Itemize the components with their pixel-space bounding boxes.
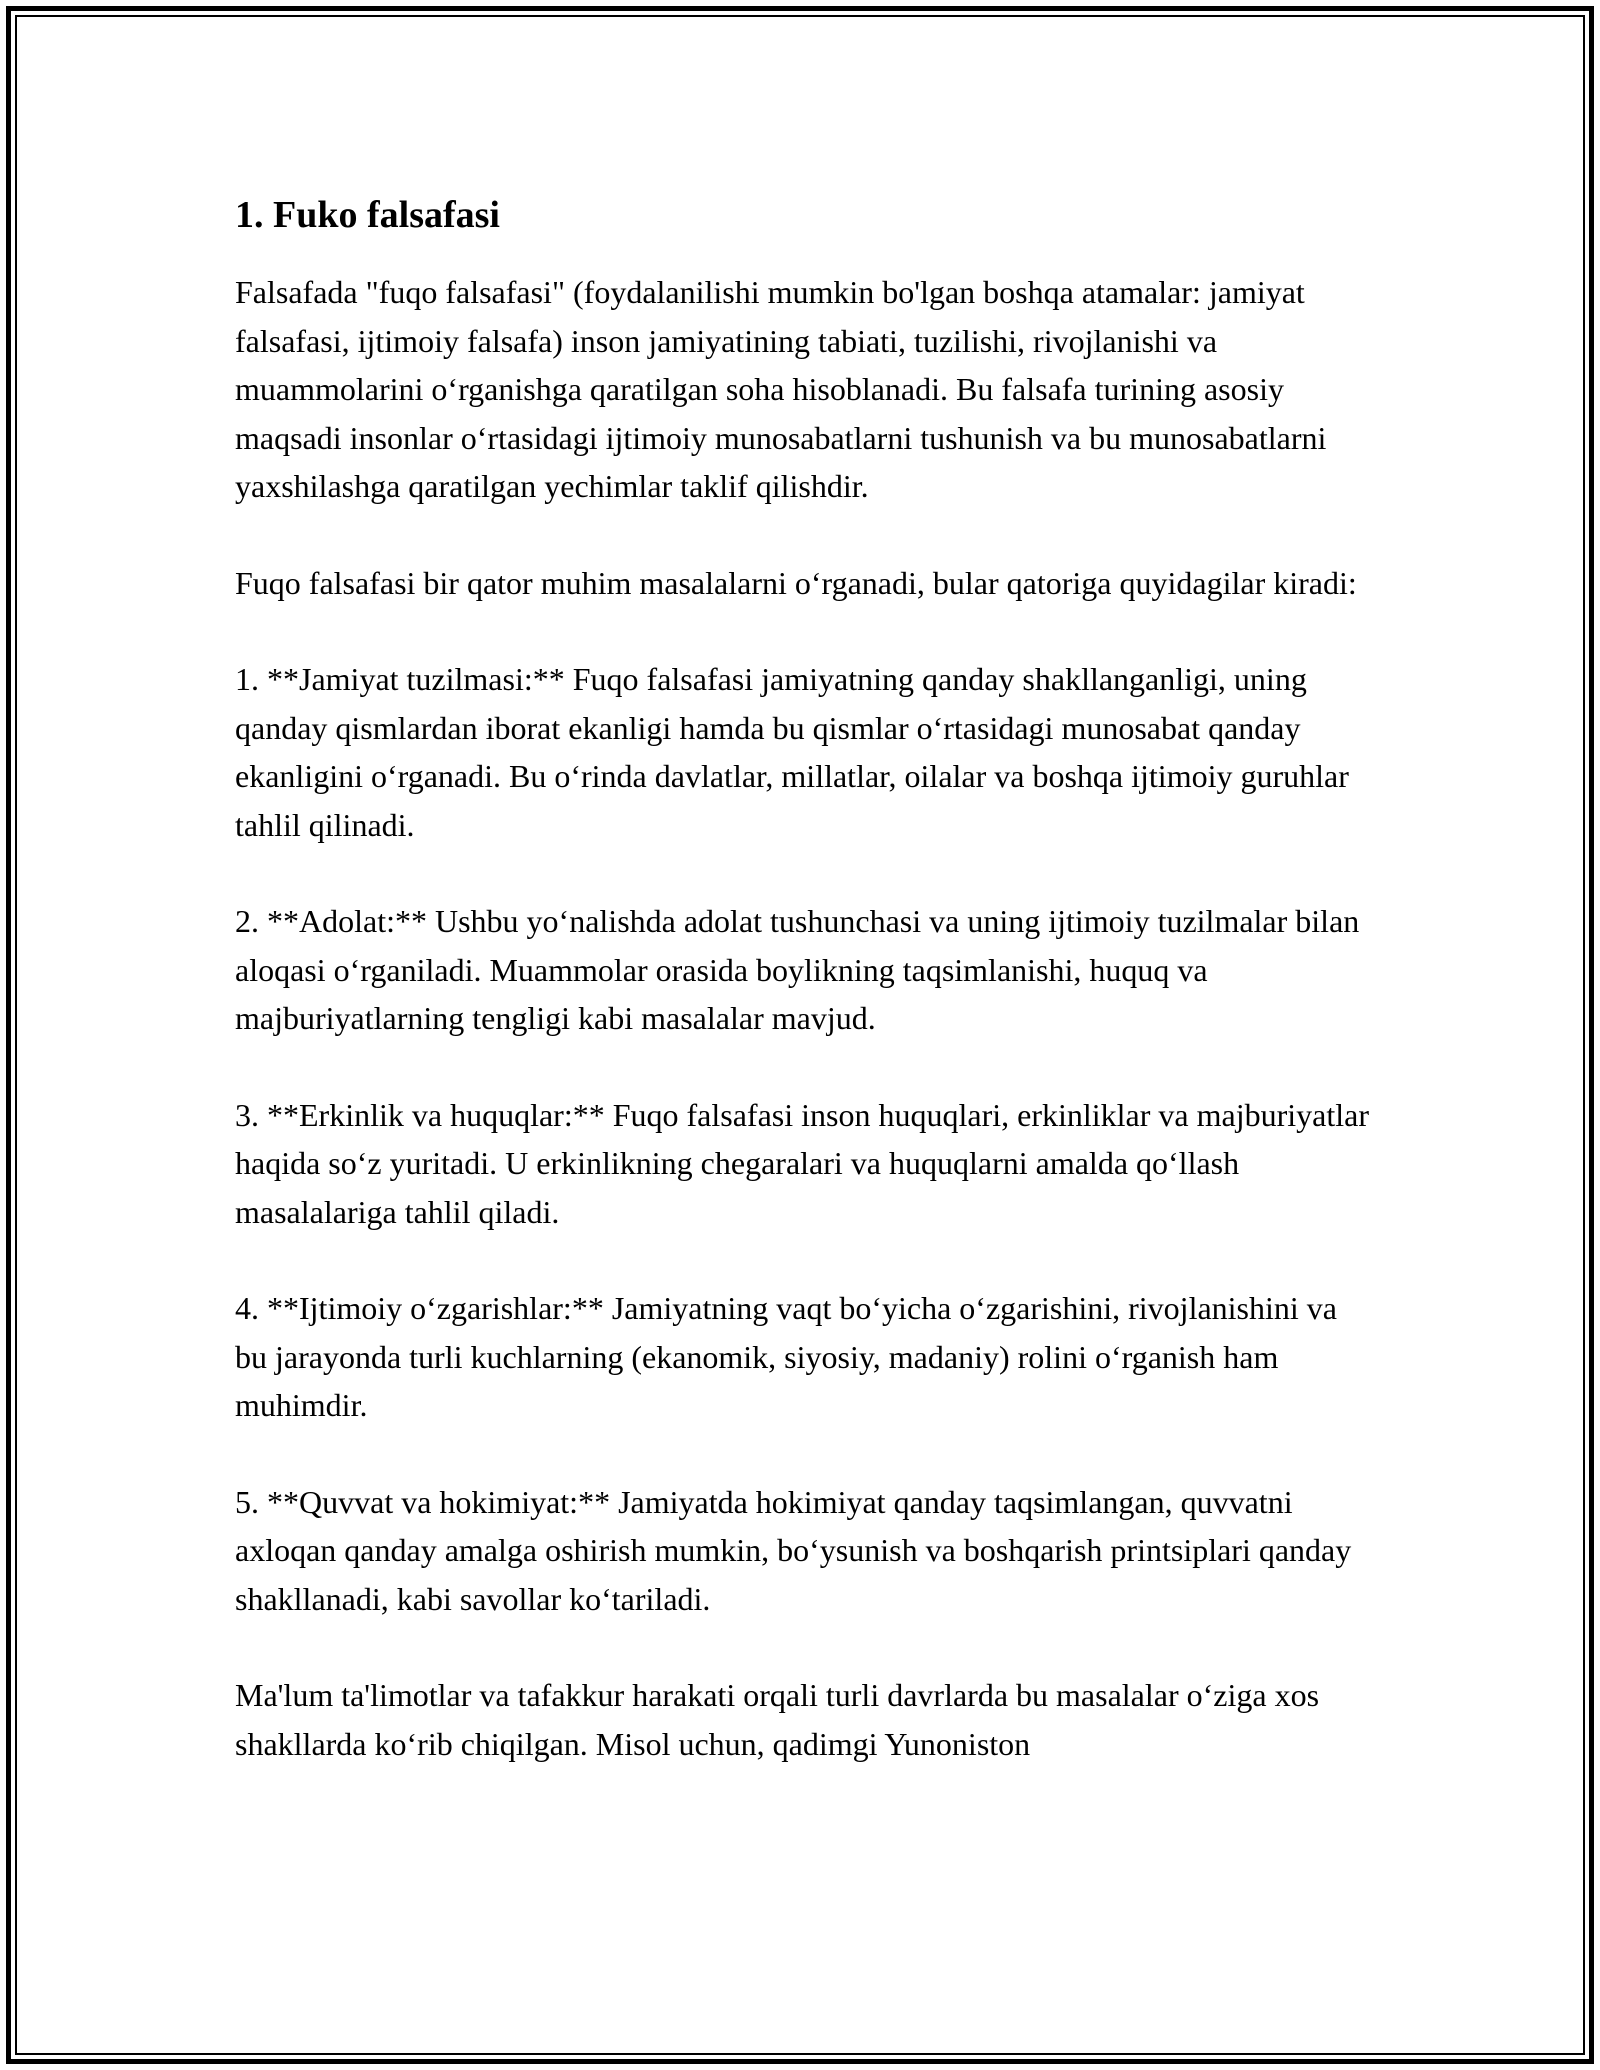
paragraph-list-intro: Fuqo falsafasi bir qator muhim masalalarni o‘rganadi, bular qatoriga quyidagilar kiradi: — [235, 564, 1357, 601]
paragraph-item-2: 2. **Adolat:** Ushbu yo‘nalishda adolat tushunchasi va uning ijtimoiy tuzilmalar bilan aloqasi o‘rganiladi. Muammolar orasida boylikning taqsimlanishi, huquq va majburiyatlarning tengligi kabi masalalar mavjud. — [235, 903, 1360, 1036]
paragraph-item-1: 1. **Jamiyat tuzilmasi:** Fuqo falsafasi jamiyatning qanday shakllanganligi, uning qanday qismlardan iborat ekanligi hamda bu qismlar o‘rtasidagi munosabat qanday ekanligini o‘rganadi. Bu o‘rinda davlatlar, millatlar, oilalar va boshqa ijtimoiy guruhlar tahlil qilinadi. — [235, 661, 1349, 843]
document-title: 1. Fuko falsafasi — [235, 194, 500, 236]
document-body — [235, 188, 1375, 1768]
paragraph-closing: Ma'lum ta'limotlar va tafakkur harakati orqali turli davrlarda bu masalalar o‘ziga xos shakllarda ko‘rib chiqilgan. Misol uchun, qadimgi Yunoniston — [235, 1677, 1320, 1762]
paragraph-item-3: 3. **Erkinlik va huquqlar:** Fuqo falsafasi inson huquqlari, erkinliklar va majburiyatlar haqida so‘z yuritadi. U erkinlikning chegaralari va huquqlarni amalda qo‘llash masalalariga tahlil qiladi. — [235, 1096, 1369, 1230]
paragraph-item-5: 5. **Quvvat va hokimiyat:** Jamiyatda hokimiyat qanday taqsimlangan, quvvatni axloqan qanday amalga oshirish mumkin, bo‘ysunish va boshqarish printsiplari qanday shakllanadi, kabi savollar ko‘tariladi. — [235, 1483, 1352, 1617]
paragraph-item-4: 4. **Ijtimoiy o‘zgarishlar:** Jamiyatning vaqt bo‘yicha o‘zgarishini, rivojlanishini va bu jarayonda turli kuchlarning (ekanomik, siyosiy, madaniy) rolini o‘rganish ham muhimdir. — [235, 1290, 1337, 1423]
paragraph-intro: Falsafada "fuqo falsafasi" (foydalanilishi mumkin bo'lgan boshqa atamalar: jamiyat falsafasi, ijtimoiy falsafa) inson jamiyatining tabiati, tuzilishi, rivojlanishi va muammolarini o‘rganishga qaratilgan soha hisoblanadi. Bu falsafa turining asosiy maqsadi insonlar o‘rtasidagi ijtimoiy munosabatlarni tushunish va bu munosabatlarni yaxshilashga qaratilgan yechimlar taklif qilishdir. — [235, 274, 1327, 504]
